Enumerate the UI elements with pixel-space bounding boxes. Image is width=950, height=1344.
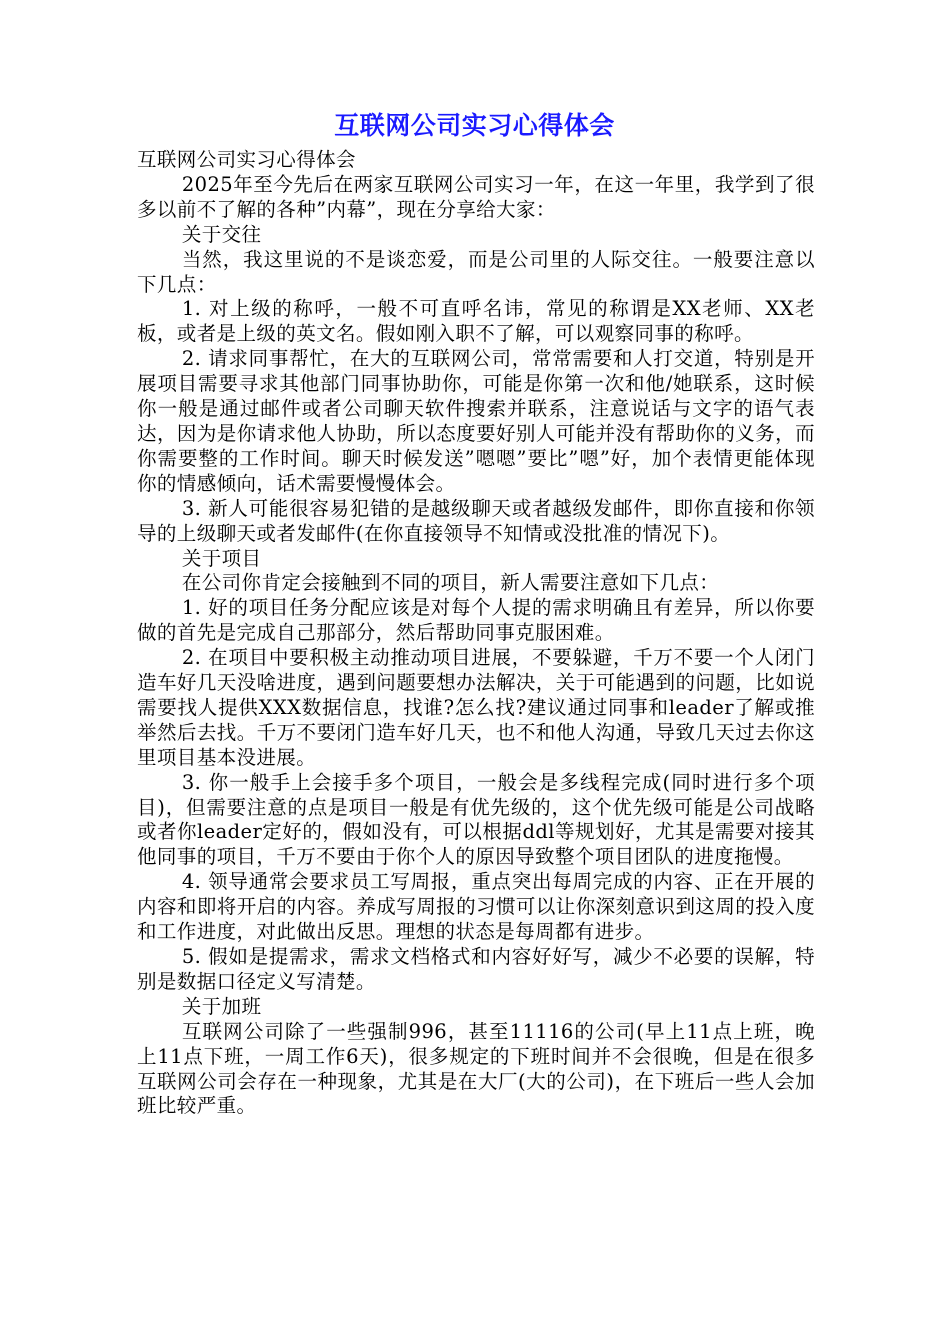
paragraph: 5. 假如是提需求，需求文档格式和内容好好写，减少不必要的误解，特别是数据口径定义写清楚。 <box>137 945 815 993</box>
paragraph: 1. 对上级的称呼，一般不可直呼名讳，常见的称谓是XX老师、XX老板，或者是上级的英文名。假如刚入职不了解，可以观察同事的称呼。 <box>137 297 815 346</box>
paragraph: 2. 请求同事帮忙，在大的互联网公司，常常需要和人打交道，特别是开展项目需要寻求其他部门同事协助你，可能是你第一次和他/她联系，这时候你一般是通过邮件或者公司聊天软件搜索并联系，注意说话与文字的语气表达，因为是你请求他人协助，所以态度要好别人可能并没有帮助你的义务，而你需要整的工作时间。聊天时候发送”嗯嗯”要比”嗯”好，加个表情更能体现你的情感倾向，话术需要慢慢体会。 <box>137 347 815 495</box>
section-heading: 关于交往 <box>181 222 262 246</box>
paragraph: 3. 你一般手上会接手多个项目，一般会是多线程完成(同时进行多个项目)，但需要注意的点是项目一般是有优先级的，这个优先级可能是公司战略或者你leader定好的，假如没有，可以根据ddl等规划好，尤其是需要对接其他同事的项目，千万不要由于你个人的原因导致整个项目团队的进度拖慢。 <box>137 770 815 869</box>
paragraph: 1. 好的项目任务分配应该是对每个人提的需求明确且有差异，所以你要做的首先是完成自己那部分，然后帮助同事克服困难。 <box>137 596 815 645</box>
document-title: 互联网公司实习心得体会 <box>334 111 615 140</box>
paragraph: 在公司你肯定会接触到不同的项目，新人需要注意如下几点： <box>181 571 720 595</box>
paragraph: 互联网公司除了一些强制996，甚至11116的公司(早上11点上班，晚上11点下班，一周工作6天)，很多规定的下班时间并不会很晚，但是在很多互联网公司会存在一种现象，尤其是在大厂(大的公司)，在下班后一些人会加班比较严重。 <box>137 1019 815 1118</box>
paragraph: 4. 领导通常会要求员工写周报，重点突出每周完成的内容、正在开展的内容和即将开启的内容。养成写周报的习惯可以让你深刻意识到这周的投入度和工作进度，对此做出反思。理想的状态是每周都有进步。 <box>137 870 815 944</box>
document-page <box>137 104 815 1119</box>
document-body <box>137 148 815 1119</box>
paragraph: 2. 在项目中要积极主动推动项目进展，不要躲避，千万不要一个人闭门造车好几天没啥进度，遇到问题要想办法解决，关于可能遇到的问题，比如说需要找人提供XXX数据信息，找谁?怎么找?建议通过同事和leader了解或推举然后去找。千万不要闭门造车好几天，也不和他人沟通，导致几天过去你这里项目基本没进展。 <box>137 646 815 769</box>
paragraph: 互联网公司实习心得体会 <box>137 148 356 171</box>
paragraph: 当然，我这里说的不是谈恋爱，而是公司里的人际交往。一般要注意以下几点： <box>137 247 815 296</box>
paragraph: 3. 新人可能很容易犯错的是越级聊天或者越级发邮件，即你直接和你领导的上级聊天或者发邮件(在你直接领导不知情或没批准的情况下)。 <box>137 496 815 545</box>
section-heading: 关于加班 <box>181 994 262 1018</box>
section-heading: 关于项目 <box>181 546 262 570</box>
paragraph: 2025年至今先后在两家互联网公司实习一年，在这一年里，我学到了很多以前不了解的各种”内幕”，现在分享给大家： <box>137 172 815 221</box>
